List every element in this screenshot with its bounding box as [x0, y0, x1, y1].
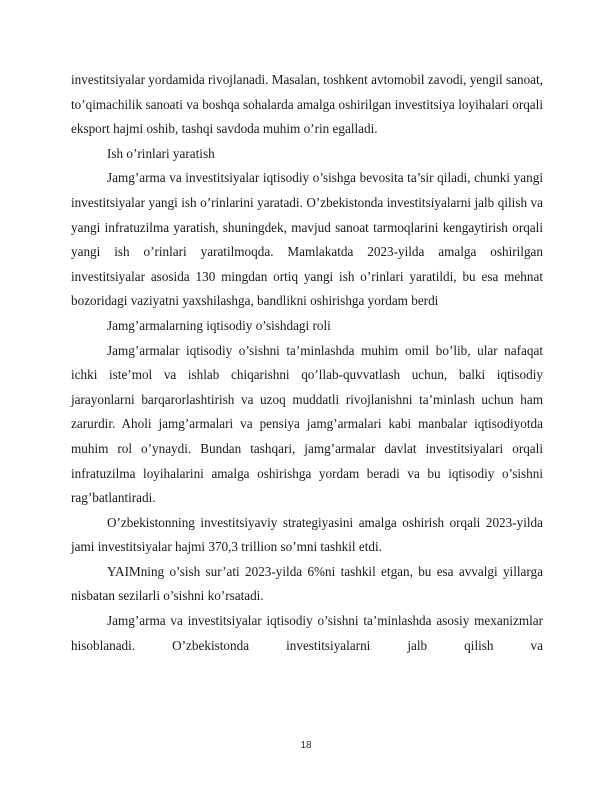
section-heading-jobs: Ish o’rinlari yaratish [107, 145, 215, 161]
paragraph-savings-role: Jamg’armalar iqtisodiy o’sishni ta’minlashda muhim omil bo’lib, ular nafaqat ichki iste’mol va ishlab chiqarishni qo’llab-quvvatlash uchun, balki iqtisodiy jarayonlarni barqarorlashtirish va uzoq muddatli rivojlanishni ta’minlash uchun ham zarurdir. Aholi jamg’armalari va pensiya jamg’armalari kabi manbalar iqtisodiyotda muhim rol o’ynaydi. Bundan tashqari, jamg’armalar davlat investitsiyalari orqali infratuzilma loyihalarini amalga oshirishga yordam beradi va bu iqtisodiy o’sishni rag’batlantiradi. [71, 342, 543, 506]
section-heading-savings-role: Jamg’armalarning iqtisodiy o’sishdagi roli [107, 317, 331, 333]
paragraph-jobs: Jamg’arma va investitsiyalar iqtisodiy o’sishga bevosita ta’sir qiladi, chunki yangi investitsiyalar yangi ish o’rinlarini yaratadi. O’zbekistonda investitsiyalarni jalb qilish va yangi infratuzilma yaratish, shuningdek, mavjud sanoat tarmoqlarini kengaytirish orqali yangi ish o’rinlari yaratilmoqda. Mamlakatda 2023-yilda amalga oshirilgan investitsiyalar asosida 130 mingdan ortiq yangi ish o’rinlari yaratildi, bu esa mehnat bozoridagi vaziyatni yaxshilashga, bandlikni oshirishga yordam berdi [71, 170, 543, 309]
document-page [71, 68, 543, 658]
paragraph-gdp-growth: YAIMning o’sish sur’ati 2023-yilda 6%ni tashkil etgan, bu esa avvalgi yillarga nisbatan sezilarli o’sishni ko’rsatadi. [71, 563, 543, 604]
paragraph-investment-volume: O’zbekistonning investitsiyaviy strategiyasini amalga oshirish orqali 2023-yilda jami investitsiyalar hajmi 370,3 trillion so’mni tashkil etdi. [71, 514, 543, 555]
paragraph-mechanisms: Jamg’arma va investitsiyalar iqtisodiy o’sishni ta’minlashda asosiy mexanizmlar hisoblanadi. O’zbekistonda investitsiyalarni jalb qilish va [71, 613, 543, 653]
page-number: 18 [300, 740, 312, 751]
paragraph-export-growth: investitsiyalar yordamida rivojlanadi. Masalan, toshkent avtomobil zavodi, yengil sanoat, to’qimachilik sanoati va boshqa sohalarda amalga oshirilgan investitsiya loyihalari orqali eksport hajmi oshib, tashqi savdoda muhim o’rin egalladi. [71, 72, 543, 137]
